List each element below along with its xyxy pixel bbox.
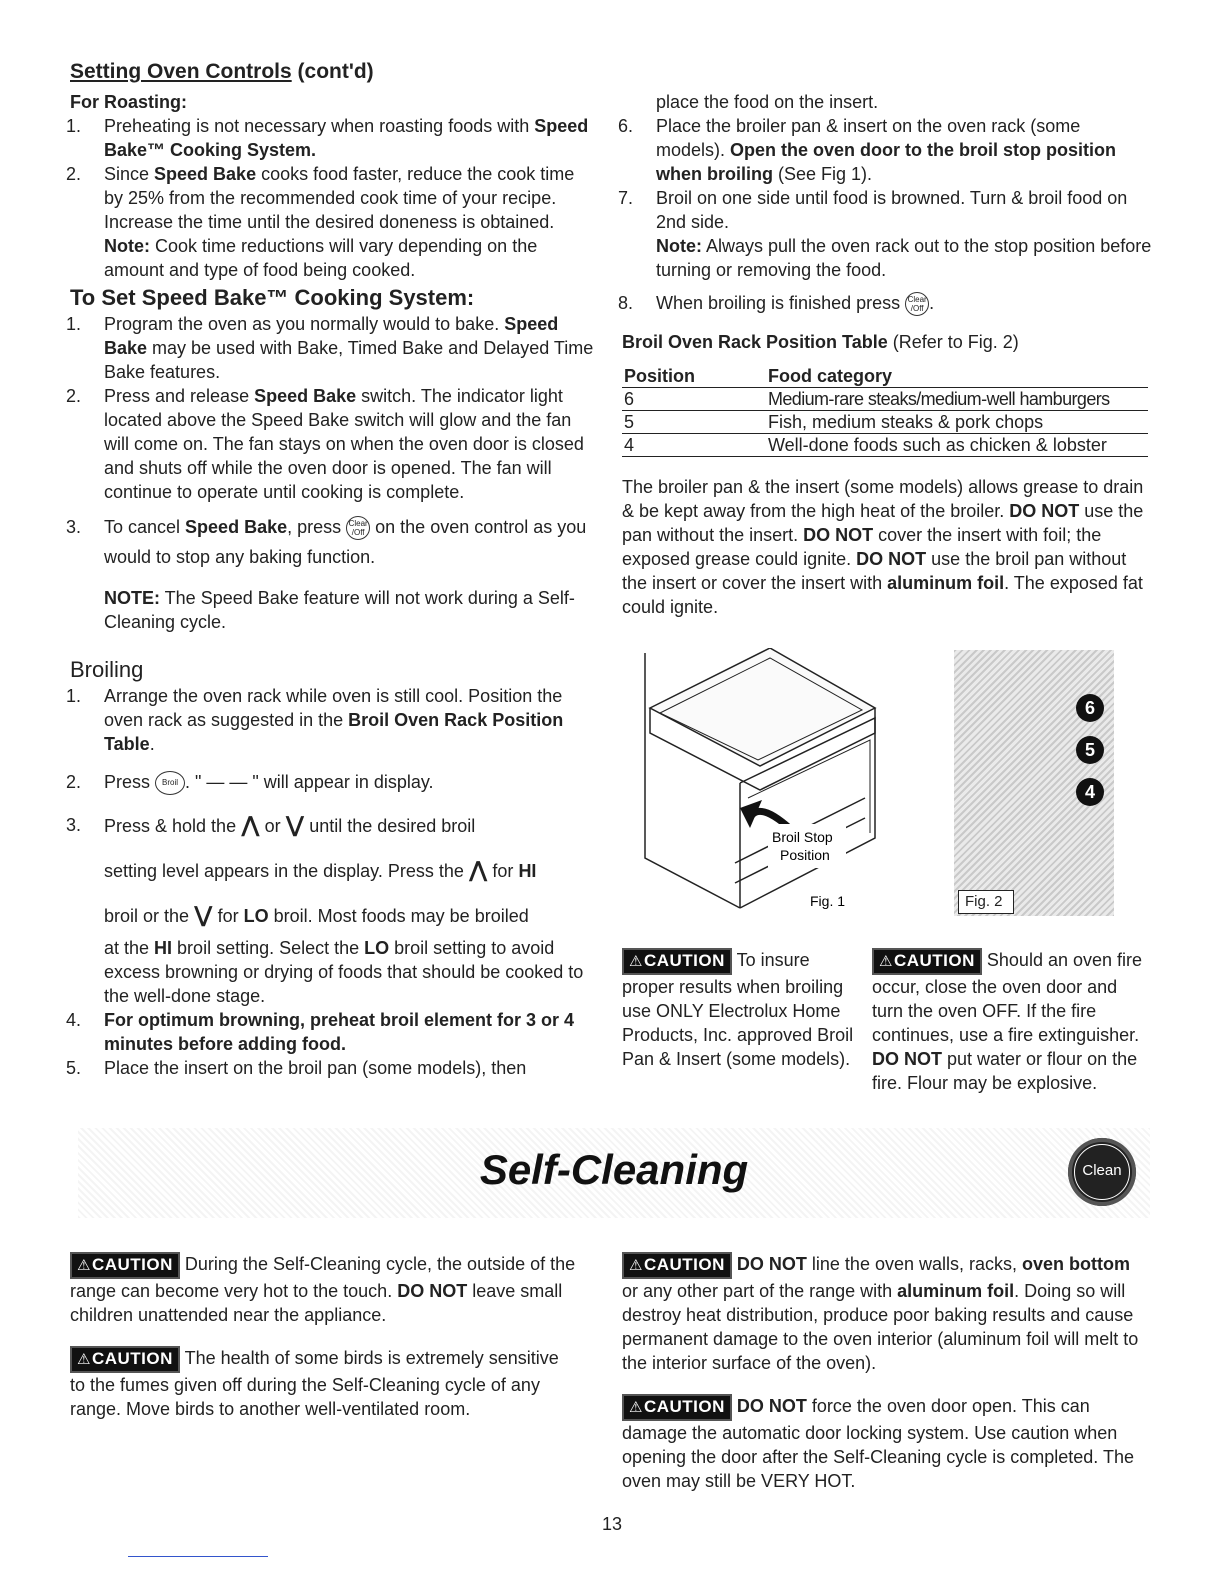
caution-badge: ⚠CAUTION <box>622 1252 732 1279</box>
rack-table-title: Broil Oven Rack Position Table (Refer to Fig. 2) <box>622 332 1019 352</box>
clean-button-icon: Clean <box>1068 1138 1136 1206</box>
broil-button-icon: Broil <box>155 771 185 795</box>
broiling-title: Broiling <box>70 657 144 682</box>
list-item: 7. Broil on one side until food is browned. Turn & broil food on 2nd side. Note: Always pull the oven rack out to the stop position before turning or removing the food. <box>618 188 1152 280</box>
warning-icon: ⚠ <box>77 1351 91 1368</box>
warning-icon: ⚠ <box>629 1257 643 1274</box>
list-item: 1. Preheating is not necessary when roasting foods with Speed Bake™ Cooking System. <box>66 116 589 160</box>
warning-icon: ⚠ <box>879 953 893 970</box>
list-item: place the food on the insert. <box>656 92 879 112</box>
fig1-callout: Broil Stop <box>772 829 833 845</box>
list-item: 2. Since Speed Bake cooks food faster, reduce the cook time by 25% from the recommended cook time of your recipe. Increase the time until the desired doneness is obtained. Note: Cook time reductions will vary depending on the amount and type of food being cooked. <box>66 164 575 280</box>
fig1-callout: Position <box>780 847 830 863</box>
left-column <box>66 58 598 1080</box>
speed-bake-title: To Set Speed Bake™ Cooking System: <box>70 285 475 310</box>
down-arrow-icon: ⋁ <box>194 902 213 928</box>
right-column <box>618 90 1154 619</box>
warning-icon: ⚠ <box>77 1257 91 1274</box>
roasting-title: For Roasting: <box>70 92 187 112</box>
section-heading: Setting Oven Controls (cont'd) <box>70 60 374 83</box>
list-item: 1. Program the oven as you normally would to bake. Speed Bake may be used with Bake, Timed Bake and Delayed Time Bake features. <box>66 314 594 382</box>
broiling-list <box>66 684 598 1080</box>
caution-badge: ⚠CAUTION <box>70 1252 180 1279</box>
rack-position-6: 6 <box>1076 694 1104 722</box>
broiler-pan-paragraph: The broiler pan & the insert (some models) allows grease to drain & be kept away from the high heat of the broiler. DO NOT use the pan without the insert. DO NOT cover the insert with foil; the exposed grease could ignite. DO NOT use the broil pan without the insert or cover the insert with aluminum foil. The exposed fat could ignite. <box>622 477 1144 617</box>
list-item: 5. Place the insert on the broil pan (some models), then <box>66 1058 527 1079</box>
broil-rack-table <box>622 366 1148 457</box>
list-item: 2. Press Broil . " — — " will appear in display. <box>66 770 598 795</box>
down-arrow-icon: ⋁ <box>285 812 305 838</box>
list-item: 8. When broiling is finished press Clear /Off . <box>618 288 1154 318</box>
rack-position-5: 5 <box>1076 736 1104 764</box>
table-row: 6 Medium-rare steaks/medium-well hamburgers <box>622 388 1148 411</box>
footer-line <box>128 1556 268 1557</box>
caution-birds: ⚠CAUTION The health of some birds is extremely sensitive to the fumes given off during the Self-Cleaning cycle of any range. Move birds to another well-ventilated room. <box>70 1348 559 1419</box>
caution-oven-fire: ⚠CAUTION Should an oven fire occur, close the oven door and turn the oven OFF. If the fire continues, use a fire extinguisher. DO NOT put water or flour on the fire. Flour may be explosive. <box>872 950 1143 1093</box>
clear-off-button-icon: Clear /Off <box>346 516 370 540</box>
list-item: 4. For optimum browning, preheat broil element for 3 or 4 minutes before adding food. <box>66 1010 575 1055</box>
fig2-label: Fig. 2 <box>958 890 1014 914</box>
broiling-list-continued <box>618 90 1154 318</box>
table-row: 4 Well-done foods such as chicken & lobster <box>622 434 1148 457</box>
rack-position-4: 4 <box>1076 778 1104 806</box>
speed-bake-note: NOTE: The Speed Bake feature will not work during a Self-Cleaning cycle. <box>104 588 575 632</box>
list-item: 1. Arrange the oven rack while oven is still cool. Position the oven rack as suggested in the Broil Oven Rack Position Table. <box>66 686 564 754</box>
caution-badge: ⚠CAUTION <box>872 948 982 975</box>
list-item: 6. Place the broiler pan & insert on the oven rack (some models). Open the oven door to the broil stop position when broiling (See Fig 1). <box>618 116 1117 184</box>
caution-badge: ⚠CAUTION <box>622 948 732 975</box>
fig1-label: Fig. 1 <box>810 893 846 909</box>
caution-broil-pan: ⚠CAUTION To insure proper results when broiling use ONLY Electrolux Home Products, Inc. approved Broil Pan & Insert (some models). <box>622 950 854 1069</box>
warning-icon: ⚠ <box>629 953 643 970</box>
caution-badge: ⚠CAUTION <box>622 1394 732 1421</box>
caution-hot-exterior: ⚠CAUTION During the Self-Cleaning cycle, the outside of the range can become very hot to the touch. DO NOT leave small children unattended near the appliance. <box>70 1254 576 1325</box>
page-number: 13 <box>601 1514 623 1534</box>
self-cleaning-title: Self-Cleaning <box>479 1146 749 1193</box>
list-item: 3. To cancel Speed Bake, press Clear /Off on the oven control as you would to stop any baking function. <box>66 517 587 567</box>
caution-badge: ⚠CAUTION <box>70 1346 180 1373</box>
speed-bake-list <box>66 312 598 572</box>
list-item: 3. Press & hold the ⋀ or ⋁ until the desired broil setting level appears in the display. Press the ⋀ for HI broil or the ⋁ for LO broil. Most foods may be broiled at the HI broil setting. Select the LO broil setting to avoid excess browning or drying of foods that should be cooked to the well-done stage. <box>66 812 584 1007</box>
up-arrow-icon: ⋀ <box>241 812 260 838</box>
caution-aluminum-foil: ⚠CAUTION DO NOT line the oven walls, racks, oven bottom or any other part of the range with aluminum foil. Doing so will destroy heat distribution, produce poor baking results and cause permanent damage to the oven interior (aluminum foil will melt to the interior surface of the oven). <box>622 1254 1139 1373</box>
oven-door-illustration <box>640 648 890 918</box>
table-row: 5 Fish, medium steaks & pork chops <box>622 411 1148 434</box>
warning-icon: ⚠ <box>629 1399 643 1416</box>
up-arrow-icon: ⋀ <box>468 857 488 883</box>
roasting-list <box>66 114 598 282</box>
caution-door-lock: ⚠CAUTION DO NOT force the oven door open. This can damage the automatic door locking system. Use caution when opening the door after the Self-Cleaning cycle is completed. The oven may still be VERY HOT. <box>622 1396 1134 1491</box>
list-item: 2. Press and release Speed Bake switch. The indicator light located above the Speed Bake switch will glow and the fan will come on. The fan stays on when the oven door is closed and shuts off while the oven door is opened. The fan will continue to operate until cooking is complete. <box>66 386 584 502</box>
clear-off-button-icon: Clear /Off <box>905 292 929 316</box>
figure-2-rack-positions <box>954 650 1114 916</box>
table-header-row: Position Food category <box>622 366 1148 388</box>
self-cleaning-banner <box>78 1128 1150 1218</box>
figure-1-oven <box>640 648 890 918</box>
